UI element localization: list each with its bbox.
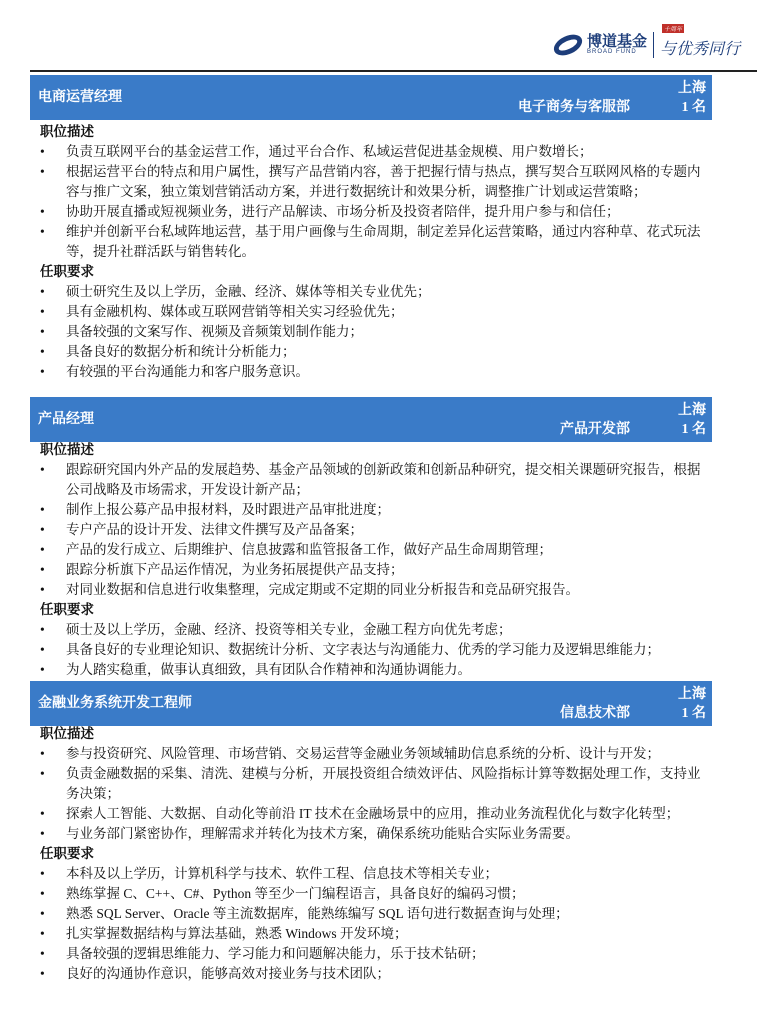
logo-cn: 博道基金 (587, 33, 648, 50)
job-title: 产品经理 (38, 412, 94, 427)
list-item: • 扎实掌握数据结构与算法基础，熟悉 Windows 开发环境； (38, 924, 708, 944)
list-item: • 产品的发行成立、后期维护、信息披露和监管报备工作，做好产品生命周期管理； (38, 540, 708, 560)
list-item: • 具备良好的专业理论知识、数据统计分析、文字表达与沟通能力、优秀的学习能力及逻辑思维能力； (38, 640, 708, 660)
list-item: • 对同业数据和信息进行收集整理，完成定期或不定期的同业分析报告和竞品研究报告。 (38, 580, 708, 600)
list-item: • 与业务部门紧密协作，理解需求并转化为技术方案，确保系统功能贴合实际业务需要。 (38, 824, 708, 844)
list-item: • 本科及以上学历，计算机科学与技术、软件工程、信息技术等相关专业； (38, 864, 708, 884)
job-department: 电子商务与客服部 (518, 100, 630, 115)
list-item: • 探索人工智能、大数据、自动化等前沿 IT 技术在金融场景中的应用，推动业务流程优化与数字化转型； (38, 804, 708, 824)
anniversary-stamp: 十周年 (662, 24, 684, 33)
header-rule (30, 70, 757, 72)
list-item: • 熟练掌握 C、C++、C#、Python 等至少一门编程语言，具备良好的编码习惯； (38, 884, 708, 904)
list-item: • 负责互联网平台的基金运营工作，通过平台合作、私域运营促进基金规模、用户数增长； (38, 142, 708, 162)
job-requirements-heading: 任职要求 (40, 602, 94, 617)
list-item: • 硕士及以上学历，金融、经济、投资等相关专业，金融工程方向优先考虑； (38, 620, 708, 640)
job-description-list (38, 460, 708, 600)
job-requirements-heading: 任职要求 (40, 846, 94, 861)
logo-divider (653, 32, 654, 58)
list-item: • 根据运营平台的特点和用户属性，撰写产品营销内容，善于把握行情与热点，撰写契合互联网风格的专题内容与推广文案，独立策划营销活动方案，并进行数据统计和效果分析，调整推广计划或运营策略； (38, 162, 708, 202)
list-item: • 硕士研究生及以上学历，金融、经济、媒体等相关专业优先； (38, 282, 708, 302)
list-item: • 制作上报公募产品申报材料，及时跟进产品审批进度； (38, 500, 708, 520)
company-logo (553, 27, 741, 59)
job-details (38, 724, 708, 984)
job-description-list (38, 142, 708, 262)
list-item: • 熟悉 SQL Server、Oracle 等主流数据库，能熟练编写 SQL 语句进行数据查询与处理； (38, 904, 708, 924)
job-description-list (38, 744, 708, 844)
list-item: • 负责金融数据的采集、清洗、建模与分析，开展投资组合绩效评估、风险指标计算等数据处理工作，支持业务决策； (38, 764, 708, 804)
list-item: • 跟踪研究国内外产品的发展趋势、基金产品领域的创新政策和创新品种研究，提交相关课题研究报告，根据公司战略及市场需求，开发设计新产品； (38, 460, 708, 500)
job-header-bar (30, 397, 712, 442)
job-department: 信息技术部 (560, 706, 630, 721)
list-item: • 为人踏实稳重，做事认真细致，具有团队合作精神和沟通协调能力。 (38, 660, 708, 680)
slogan-text: 与优秀同行 (660, 41, 741, 58)
job-requirements-list (38, 282, 708, 382)
slogan (660, 27, 741, 59)
logo-en: BROAD FUND (587, 49, 637, 55)
list-item: • 具备良好的数据分析和统计分析能力； (38, 342, 708, 362)
list-item: • 有较强的平台沟通能力和客户服务意识。 (38, 362, 708, 382)
list-item: • 具备较强的文案写作、视频及音频策划制作能力； (38, 322, 708, 342)
job-title: 金融业务系统开发工程师 (38, 696, 192, 711)
job-requirements-heading: 任职要求 (40, 264, 94, 279)
job-location: 上海 (678, 403, 706, 418)
job-headcount: 1 名 (681, 100, 706, 115)
job-header-bar (30, 75, 712, 120)
list-item: • 维护并创新平台私域阵地运营，基于用户画像与生命周期，制定差异化运营策略，通过内容种草、花式玩法等，提升社群活跃与销售转化。 (38, 222, 708, 262)
list-item: • 具有金融机构、媒体或互联网营销等相关实习经验优先； (38, 302, 708, 322)
job-requirements-list (38, 620, 708, 680)
job-department: 产品开发部 (560, 422, 630, 437)
job-headcount: 1 名 (681, 422, 706, 437)
job-title: 电商运营经理 (38, 90, 122, 105)
list-item: • 良好的沟通协作意识，能够高效对接业务与技术团队； (38, 964, 708, 984)
job-location: 上海 (678, 81, 706, 96)
job-header-bar (30, 681, 712, 726)
job-description-heading: 职位描述 (40, 442, 94, 457)
list-item: • 具备较强的逻辑思维能力、学习能力和问题解决能力，乐于技术钻研； (38, 944, 708, 964)
list-item: • 参与投资研究、风险管理、市场营销、交易运营等金融业务领域辅助信息系统的分析、设计与开发； (38, 744, 708, 764)
job-location: 上海 (678, 687, 706, 702)
list-item: • 专户产品的设计开发、法律文件撰写及产品备案； (38, 520, 708, 540)
job-details (38, 122, 708, 382)
list-item: • 协助开展直播或短视频业务，进行产品解读、市场分析及投资者陪伴，提升用户参与和信任； (38, 202, 708, 222)
job-details (38, 440, 708, 680)
job-requirements-list (38, 864, 708, 984)
job-description-heading: 职位描述 (40, 124, 94, 139)
logo-mark-icon (551, 30, 586, 59)
job-description-heading: 职位描述 (40, 726, 94, 741)
list-item: • 跟踪分析旗下产品运作情况，为业务拓展提供产品支持； (38, 560, 708, 580)
job-headcount: 1 名 (681, 706, 706, 721)
